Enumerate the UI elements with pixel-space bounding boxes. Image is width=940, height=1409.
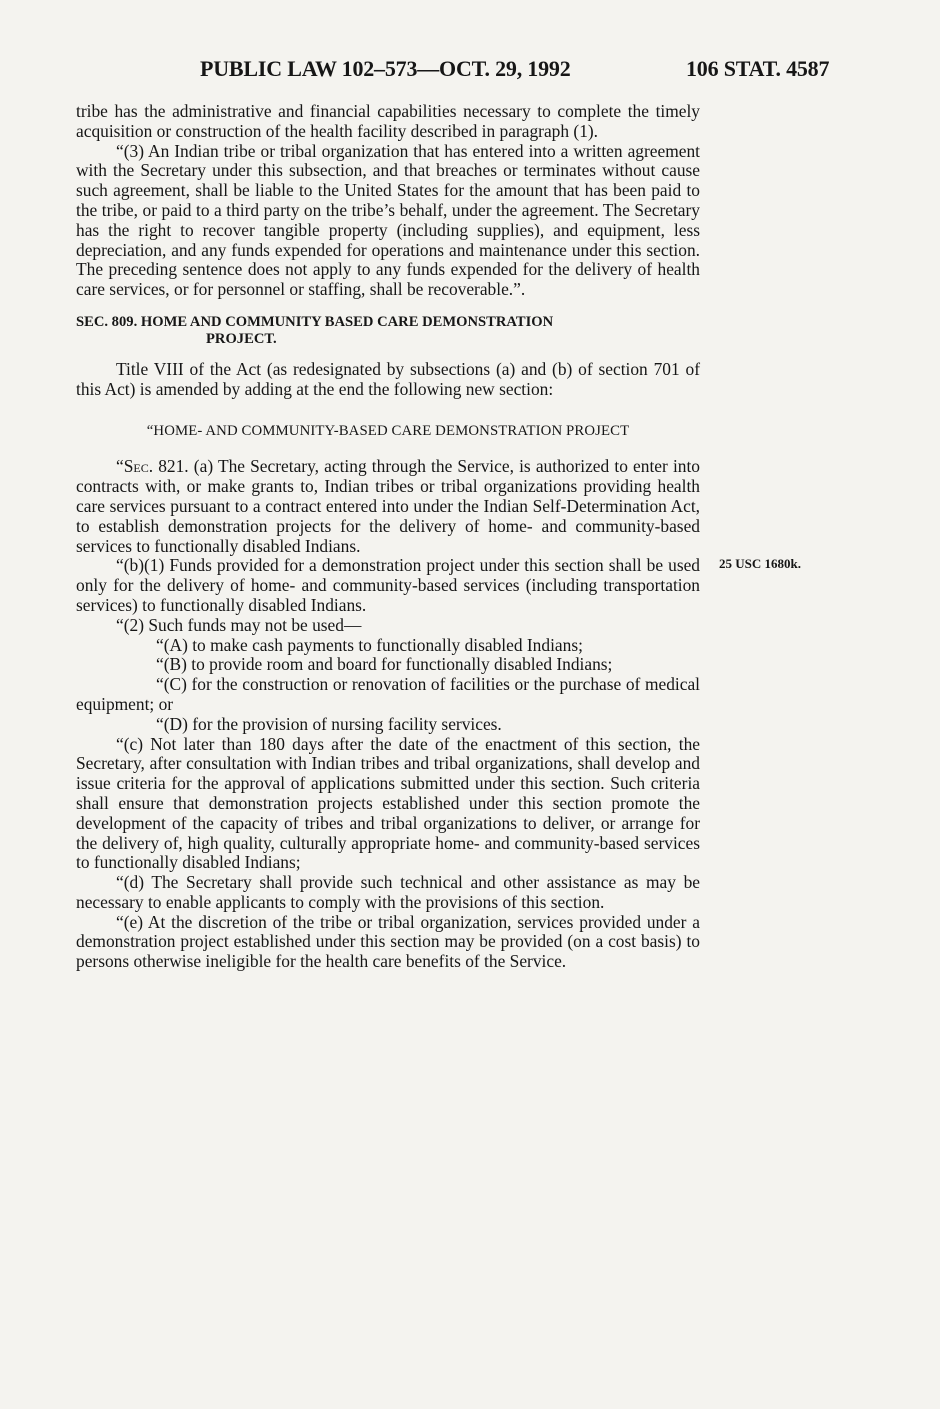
paragraph-continuation: tribe has the administrative and financial capabilities necessary to complete the timely acquisition or construction of the health facility described in paragraph (1). xyxy=(76,101,700,141)
clause-d: “(D) for the provision of nursing facility services. xyxy=(156,713,502,734)
subsection-a xyxy=(76,457,700,556)
section-heading-line2: PROJECT. xyxy=(206,330,277,347)
clause-b: “(B) to provide room and board for functionally disabled Indians; xyxy=(156,654,613,675)
sec-prefix: “Sec. xyxy=(116,456,154,477)
subsection-d: “(d) The Secretary shall provide such technical and other assistance as may be necessary to enable applicants to comply with the provisions of this section. xyxy=(76,872,700,912)
document-body xyxy=(76,102,700,972)
running-header-law: PUBLIC LAW 102–573—OCT. 29, 1992 xyxy=(200,56,571,81)
paragraph-3: “(3) An Indian tribe or tribal organization that has entered into a written agreement with the Secretary under this subsection, and that breaches or terminates without cause such agreement, shall be liable to the United States for the amount that has been paid to the tribe, or paid to a third party on the tribe’s behalf, under the agreement. The Secretary has the right to recover tangible property (including supplies), and equipment, less depreciation, and any funds expended for operations and maintenance under this section. The preceding sentence does not apply to any funds expended for the delivery of health care services, or for personnel or staffing, shall be recoverable.”. xyxy=(76,140,700,300)
subsection-c: “(c) Not later than 180 days after the date of the enactment of this section, the Secretary, after consultation with Indian tribes and tribal organizations, shall develop and issue criteria for the approval of applications submitted under this section. Such criteria shall ensure that demonstration projects established under this section promote the development of the capacity of tribes and tribal organizations to deliver, or arrange for the delivery of, high quality, culturally appropriate home- and community-based services to functionally disabled Indians; xyxy=(76,733,700,873)
margin-note-citation: 25 USC 1680k. xyxy=(719,556,801,571)
amendment-intro: Title VIII of the Act (as redesignated by subsections (a) and (b) of section 701 of this Act) is amended by adding at the end the following new section: xyxy=(76,358,700,399)
clause-a: “(A) to make cash payments to functionally disabled Indians; xyxy=(156,634,583,655)
subsection-a-text: 821. (a) The Secretary, acting through the Service, is authorized to enter into contracts with, or make grants to, Indian tribes or tribal organizations providing health care services pursuant to a contract entered into under the Indian Self-Determination Act, to establish demonstration projects for the delivery of home- and community-based services to functionally disabled Indians. xyxy=(76,456,700,556)
running-header-page-number: 106 STAT. 4587 xyxy=(686,56,830,81)
inserted-section-title: “HOME- AND COMMUNITY-BASED CARE DEMONSTRATION PROJECT xyxy=(146,422,630,439)
subsection-b2: “(2) Such funds may not be used— xyxy=(116,614,362,635)
subsection-e: “(e) At the discretion of the tribe or tribal organization, services provided under a demonstration project established under this section may be provided (on a cost basis) to persons otherwise ineligible for the health care benefits of the Service. xyxy=(76,911,700,972)
subsection-b1: “(b)(1) Funds provided for a demonstration project under this section shall be used only for the delivery of home- and community-based services (including transportation services) to functionally disabled Indians. xyxy=(76,555,700,615)
clause-c: “(C) for the construction or renovation of facilities or the purchase of medical equipment; or xyxy=(76,674,700,714)
section-heading xyxy=(76,314,700,348)
section-heading-line1: SEC. 809. HOME AND COMMUNITY BASED CARE DEMONSTRATION xyxy=(76,313,554,330)
